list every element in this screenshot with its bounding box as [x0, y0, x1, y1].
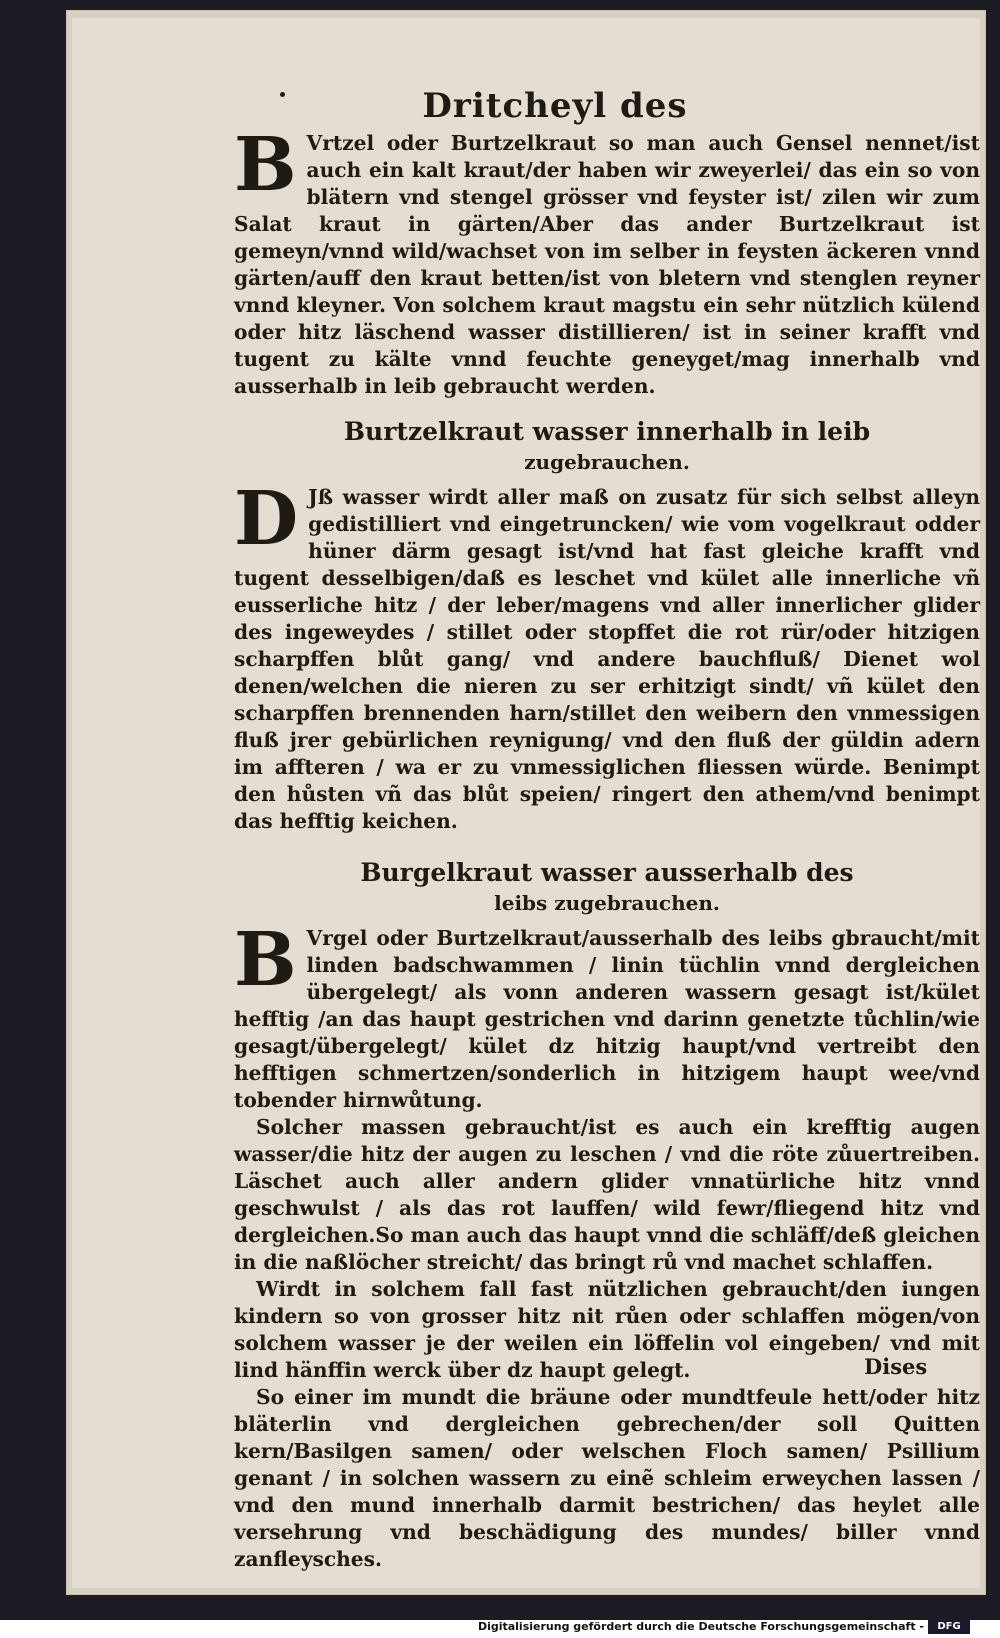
- heading-2-line-1: Burgelkraut wasser ausserhalb des: [360, 858, 854, 887]
- paragraph-4: Solcher massen gebraucht/ist es auch ein krefftig augen wasser/die hitz der augen zu leschen / vnd die röte zůuertreiben. Läschet auch aller andern glider vnnatürliche hitz vnnd geschwulst / als das rot lauffen/ wild fewr/fliegend hitz vnd dergleichen.So man auch das haupt vnnd die schläff/deß gleichen in die naßlöcher streicht/ das bringt rů vnd machet schlaffen.: [234, 1115, 980, 1274]
- heading-1-line-1: Burtzelkraut wasser innerhalb in leib: [343, 417, 871, 446]
- running-head: [0, 86, 1000, 126]
- funding-footer: Digitalisierung gefördert durch die Deutsche Forschungsgemeinschaft -: [477, 1620, 924, 1633]
- paragraph-2: [234, 476, 980, 835]
- section-heading-1: [234, 416, 980, 476]
- paragraph-1: [234, 122, 980, 400]
- paragraph-1-text: Vrtzel oder Burtzelkraut so man auch Gensel nennet/ist auch ein kalt kraut/der haben wir zweyerlei/ das ein so von blätern vnd stengel grösser vnd feyster ist/ zilen wir zum Salat kraut in gärten/Aber das ander Burtzelkraut ist gemeyn/vnnd wild/wachset von im selber in feysten äckeren vnnd gärten/auff den kraut betten/ist von bletern vnd stenglen reyner vnnd kleyner. Von solchem kraut magstu ein sehr nützlich külend oder hitz läschend wasser distillieren/ ist in seiner krafft vnd tugent zu kälte vnnd feuchte geneyget/mag innerhalb vnd ausserhalb in leib gebraucht werden.: [234, 131, 980, 398]
- heading-2-line-2: leibs zugebrauchen.: [494, 891, 720, 915]
- paragraph-3-text: Vrgel oder Burtzelkraut/ausserhalb des leibs gbraucht/mit linden badschwammen / linin tüchlin vnnd dergleichen übergelegt/ als vonn anderen wassern gesagt ist/kület hefftig /an das haupt gestrichen vnd darinn genetzte tůchlin/wie gesagt/übergelegt/ kület dz hitzig haupt/vnd vertreibt den hefftigen schmertzen/sonderlich in hitzigem haupt wee/vnd tobender hirnwůtung.: [234, 926, 980, 1112]
- paragraph-3: [234, 917, 980, 1114]
- running-head-text: Dritcheyl des: [422, 86, 688, 126]
- paragraph-2-text: Jß wasser wirdt aller maß on zusatz für sich selbst alleyn gedistilliert vnd eingetruncken/ wie vom vogelkraut odder hüner därm gesagt ist/vnd hat fast gleiche krafft vnd tugent desselbigen/daß es leschet vnd kület alle innerliche vñ eusserliche hitz / der leber/magens vnd aller innerlicher glider des ingeweydes / stillet oder stopffet die rot rür/oder hitzigen scharpffen blůt gang/ vnd andere bauchfluß/ Dienet wol denen/welchen die nieren zu ser erhitzigt sindt/ vñ kület den scharpffen brennenden harn/stillet den weibern den vnmessigen fluß jrer gebürlichen reynigung/ vnd den fluß der güldin adern im affteren / wa er zu vnmessiglichen fliessen würde. Benimpt den hůsten vñ das blůt speien/ ringert den athem/vnd benimpt das hefftig keichen.: [234, 485, 980, 833]
- drop-initial-3: B: [234, 917, 297, 1003]
- heading-1-line-2: zugebrauchen.: [524, 450, 690, 474]
- paragraph-5: Wirdt in solchem fall fast nützlichen gebraucht/den iungen kindern so von grosser hitz nit růen oder schlaffen mögen/von solchem wasser je der weilen ein löffelin vol eingeben/ vnd mit lind hänffin werck über dz haupt gelegt.: [234, 1277, 980, 1382]
- paragraph-6: So einer im mundt die bräune oder mundtfeule hett/oder hitz bläterlin vnd dergleichen gebrechen/der soll Quitten kern/Basilgen samen/ oder welschen Floch samen/ Psillium genant / in solchen wassern zu einẽ schleim erweychen lassen / vnd den mund innerhalb darmit bestrichen/ das heylet alle versehrung vnd beschädigung des mundes/ biller vnnd zanfleysches.: [234, 1385, 980, 1571]
- drop-initial-1: B: [234, 122, 297, 208]
- dfg-logo: DFG: [928, 1620, 970, 1634]
- catchword: Dises: [864, 1354, 928, 1379]
- section-heading-2: [234, 857, 980, 917]
- drop-initial-2: D: [234, 476, 299, 562]
